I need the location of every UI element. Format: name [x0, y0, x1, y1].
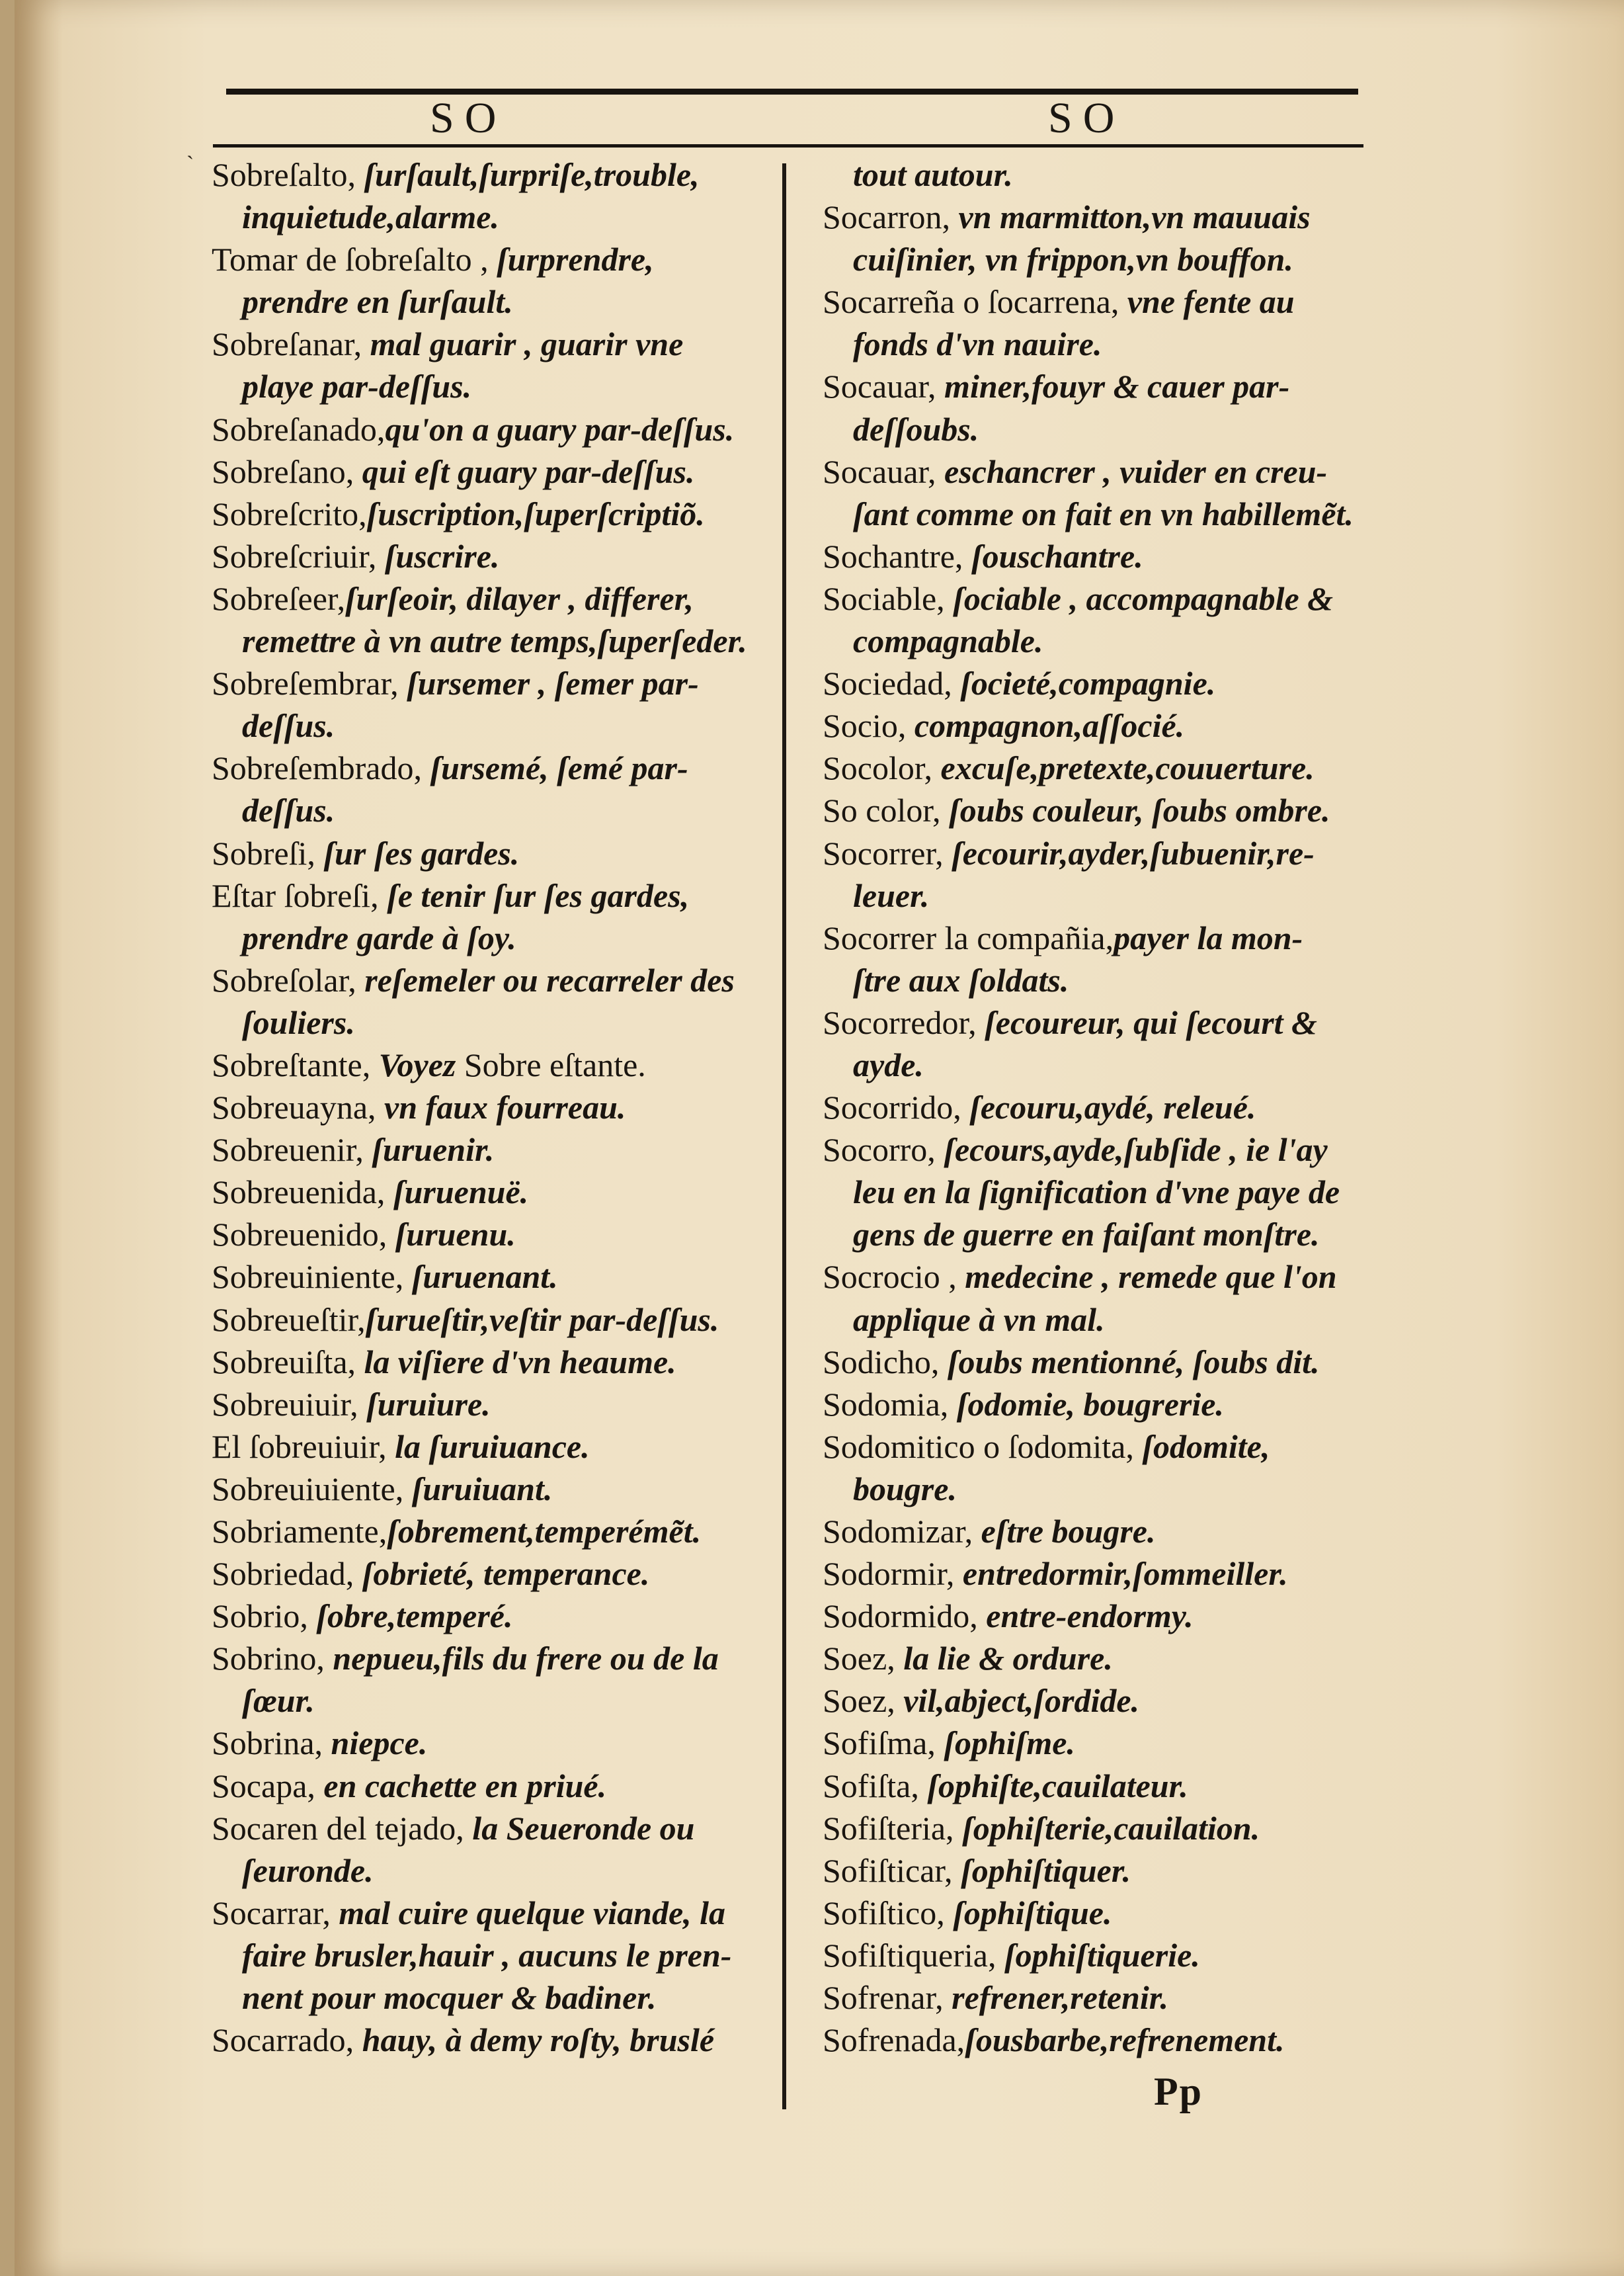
headword: Sobreſi,	[212, 834, 324, 872]
french-translation: ſousbarbe,refrenement.	[965, 2021, 1285, 2059]
dictionary-entry	[212, 323, 780, 365]
french-translation: hauy, à demy roſty, bruslé	[362, 2021, 715, 2059]
french-translation: ſursemer , ſemer par-	[407, 665, 699, 702]
dictionary-entry	[823, 789, 1390, 831]
headword: Sobreſtante,	[212, 1046, 379, 1083]
entry-continuation	[212, 789, 780, 831]
dictionary-entry	[823, 747, 1390, 789]
headword: Sodicho,	[823, 1343, 948, 1380]
french-translation: prendre en ſurſault.	[242, 283, 513, 321]
french-translation: vn faux fourreau.	[384, 1089, 626, 1126]
dictionary-entry	[823, 1383, 1390, 1425]
french-translation: miner,fouyr & cauer par-	[944, 368, 1290, 405]
dictionary-entry	[823, 1637, 1390, 1679]
dictionary-entry	[823, 2019, 1390, 2061]
headword: Sociable,	[823, 579, 954, 617]
dictionary-entry	[212, 1637, 780, 1679]
french-translation: ſobre,temperé.	[316, 1597, 513, 1635]
french-translation: ſecours,ayde,ſubſide , ie l'ay	[944, 1131, 1328, 1169]
french-translation: remettre à vn autre temps,ſuperſeder.	[242, 622, 747, 660]
headword: Sodomia,	[823, 1385, 957, 1423]
headword: Socorrer la compañia,	[823, 919, 1114, 956]
headword: Sobrina,	[212, 1724, 331, 1762]
dictionary-entry	[212, 1807, 780, 1849]
entry-continuation	[823, 408, 1390, 450]
headword: Sofiſtico,	[823, 1894, 954, 1931]
french-translation: vn marmitton,vn mauuais	[958, 198, 1311, 236]
french-translation: ſuruenant.	[411, 1258, 558, 1296]
dictionary-entry	[212, 153, 780, 196]
french-translation: ſophiſme.	[944, 1724, 1075, 1762]
french-translation: qui eſt guary par-deſſus.	[362, 452, 695, 490]
headword: Sobreuiuir,	[212, 1385, 367, 1423]
french-translation: faire brusler,hauir , aucuns le pren-	[242, 1936, 732, 1974]
french-translation: eschancrer , vuider en creu-	[944, 452, 1328, 490]
dictionary-entry	[823, 1552, 1390, 1595]
entry-continuation	[823, 874, 1390, 917]
dictionary-entry	[212, 959, 780, 1001]
margin-mark: `	[186, 152, 194, 177]
headword: Sobreuiniente,	[212, 1258, 412, 1296]
french-translation: mal guarir , guarir vne	[370, 325, 684, 363]
french-translation: compagnon,aſſocié.	[914, 707, 1185, 745]
headword: Sobrio,	[212, 1597, 317, 1635]
french-translation: ſuruiure.	[366, 1385, 491, 1423]
headword: Sofiſtiqueria,	[823, 1936, 1004, 1974]
entry-continuation	[212, 620, 780, 662]
french-translation: gens de guerre en faiſant monſtre.	[853, 1216, 1320, 1253]
french-translation: ſur ſes gardes.	[323, 834, 520, 872]
french-translation: ſuscription,ſuperſcriptiõ.	[366, 495, 705, 532]
headword: Sobreſano,	[212, 452, 362, 490]
french-translation: la viſiere d'vn heaume.	[364, 1343, 676, 1380]
headword: Socarron,	[823, 198, 959, 236]
dictionary-entry	[212, 1468, 780, 1510]
running-head-right: SO	[1048, 94, 1125, 142]
dictionary-entry	[212, 1510, 780, 1552]
signature-mark: Pp	[1154, 2070, 1203, 2113]
headword: Socapa,	[212, 1767, 324, 1804]
dictionary-entry	[212, 1595, 780, 1637]
headword: Socarreña o ſocarrena,	[823, 283, 1127, 321]
french-translation: fonds d'vn nauire.	[853, 325, 1102, 363]
dictionary-entry	[212, 1341, 780, 1383]
dictionary-entry	[212, 577, 780, 620]
headword: Sociedad,	[823, 665, 961, 702]
headword: Sofiſticar,	[823, 1851, 961, 1889]
french-translation: ſecoureur, qui ſecourt &	[985, 1003, 1317, 1041]
entry-continuation	[823, 1298, 1390, 1341]
header-rule-bottom	[213, 144, 1363, 148]
dictionary-entry	[823, 535, 1390, 577]
headword: Socrocio ,	[823, 1258, 965, 1296]
headword: Sofrenar,	[823, 1979, 952, 2017]
french-translation: qu'on a guary par-deſſus.	[385, 410, 735, 448]
french-translation: ſe tenir ſur ſes gardes,	[387, 876, 690, 914]
left-column	[212, 153, 780, 2061]
headword: Sobreſalto,	[212, 156, 364, 193]
french-translation: compagnable.	[853, 622, 1043, 660]
entry-continuation	[212, 1001, 780, 1044]
headword: So color,	[823, 792, 950, 829]
headword: Sobriamente,	[212, 1513, 387, 1550]
french-translation: vne fente au	[1127, 283, 1295, 321]
french-translation: cuiſinier, vn frippon,vn bouffon.	[853, 241, 1293, 278]
entry-continuation	[212, 704, 780, 747]
headword: Socorro,	[823, 1131, 944, 1169]
french-translation: ſeuronde.	[242, 1851, 374, 1889]
french-translation: prendre garde à ſoy.	[242, 919, 516, 956]
french-translation: ſurſeoir, dilayer , differer,	[345, 579, 694, 617]
french-translation: ſophiſte,cauilateur.	[927, 1767, 1188, 1804]
dictionary-entry	[823, 1086, 1390, 1128]
dictionary-entry	[212, 2019, 780, 2061]
headword: Sobreſembrado,	[212, 749, 430, 787]
dictionary-entry	[212, 450, 780, 493]
french-translation: ſophiſterie,cauilation.	[962, 1809, 1260, 1847]
dictionary-entry	[823, 1722, 1390, 1764]
headword: Socauar,	[823, 368, 945, 405]
french-translation: nent pour mocquer & badiner.	[242, 1979, 657, 2017]
dictionary-entry	[212, 832, 780, 874]
french-translation: nepueu,fils du frere ou de la	[333, 1640, 719, 1677]
dictionary-entry	[823, 1595, 1390, 1637]
dictionary-entry	[823, 1849, 1390, 1892]
dictionary-entry	[823, 1807, 1390, 1849]
entry-continuation	[823, 323, 1390, 365]
dictionary-entry	[212, 1128, 780, 1171]
french-translation: excuſe,pretexte,couuerture.	[940, 749, 1315, 787]
headword: Sobreſanado,	[212, 410, 386, 448]
french-translation: deſſus.	[242, 707, 335, 745]
entry-continuation	[823, 1171, 1390, 1213]
french-translation: entredormir,ſommeiller.	[962, 1555, 1288, 1593]
entry-continuation	[823, 238, 1390, 280]
entry-continuation	[823, 1468, 1390, 1510]
dictionary-entry	[823, 662, 1390, 704]
headword: Sobreuenir,	[212, 1131, 372, 1169]
dictionary-entry	[823, 1001, 1390, 1044]
french-translation: ſtre aux ſoldats.	[853, 961, 1069, 999]
dictionary-entry	[823, 577, 1390, 620]
entry-continuation	[823, 1213, 1390, 1255]
headword: Sofiſma,	[823, 1724, 944, 1762]
french-translation: applique à vn mal.	[853, 1300, 1105, 1338]
dictionary-entry	[823, 1128, 1390, 1171]
headword: Sobreſolar,	[212, 961, 365, 999]
headword: Sodomitico o ſodomita,	[823, 1427, 1143, 1465]
headword: Sofrenada,	[823, 2021, 965, 2059]
dictionary-entry	[212, 1552, 780, 1595]
headword: Socaren del tejado,	[212, 1809, 473, 1847]
headword: Soez,	[823, 1640, 904, 1677]
french-translation: deſſus.	[242, 792, 335, 829]
dictionary-entry	[212, 1722, 780, 1764]
entry-continuation	[212, 917, 780, 959]
headword: Soez,	[823, 1682, 904, 1720]
dictionary-entry	[212, 238, 780, 280]
french-translation: ſociable , accompagnable &	[953, 579, 1334, 617]
french-translation: la ſuruiuance.	[395, 1427, 590, 1465]
dictionary-entry	[823, 917, 1390, 959]
headword: Socarrar,	[212, 1894, 339, 1931]
dictionary-entry	[212, 874, 780, 917]
french-translation: la Seueronde ou	[472, 1809, 695, 1847]
french-translation: ſoubs couleur, ſoubs ombre.	[949, 792, 1330, 829]
french-translation: ſoubs mentionné, ſoubs dit.	[947, 1343, 1320, 1380]
headword: Sobreſcrito,	[212, 495, 367, 532]
dictionary-entry	[823, 1679, 1390, 1722]
dictionary-entry	[823, 832, 1390, 874]
headword: Sobreuenida,	[212, 1173, 393, 1211]
entry-continuation	[823, 959, 1390, 1001]
headword: Socio,	[823, 707, 914, 745]
headword: El ſobreuiuir,	[212, 1427, 395, 1465]
dictionary-entry	[212, 1086, 780, 1128]
french-translation: ſuruiuant.	[411, 1470, 553, 1507]
headword: Socolor,	[823, 749, 941, 787]
french-translation: ſouschantre.	[971, 537, 1143, 575]
french-translation: ſecouru,aydé, releué.	[969, 1089, 1256, 1126]
french-translation: ſophiſtique.	[953, 1894, 1112, 1931]
headword: Tomar de ſobreſalto ,	[212, 241, 497, 278]
french-translation: vil,abject,ſordide.	[903, 1682, 1140, 1720]
french-translation: inquietude,alarme.	[242, 198, 499, 236]
dictionary-entry	[823, 1341, 1390, 1383]
dictionary-entry	[212, 1892, 780, 1934]
dictionary-entry	[823, 1765, 1390, 1807]
headword: Sobreuiſta,	[212, 1343, 364, 1380]
headword: Sobreueſtir,	[212, 1300, 366, 1338]
french-translation: ſouliers.	[242, 1003, 355, 1041]
dictionary-entry	[823, 1934, 1390, 1976]
dictionary-entry	[823, 280, 1390, 323]
headword: Sobriedad,	[212, 1555, 362, 1593]
headword: Socorredor,	[823, 1003, 985, 1041]
headword: Socauar,	[823, 452, 945, 490]
headword: Socarrado,	[212, 2021, 362, 2059]
french-translation: reſemeler ou recarreler des	[364, 961, 735, 999]
french-translation: bougre.	[853, 1470, 957, 1507]
french-translation: ſophiſtiquer.	[961, 1851, 1131, 1889]
french-translation: ſursemé, ſemé par-	[430, 749, 688, 787]
french-translation: tout autour.	[853, 156, 1013, 193]
entry-continuation	[823, 493, 1390, 535]
dictionary-entry	[212, 1765, 780, 1807]
french-translation: ſuruenu.	[395, 1216, 516, 1253]
dictionary-entry	[212, 408, 780, 450]
entry-continuation	[212, 1679, 780, 1722]
french-translation: deſſoubs.	[853, 410, 979, 448]
french-translation: eſtre bougre.	[981, 1513, 1156, 1550]
dictionary-entry	[212, 747, 780, 789]
dictionary-entry	[823, 1255, 1390, 1298]
entry-continuation	[212, 196, 780, 238]
french-translation: Voyez	[378, 1046, 456, 1083]
dictionary-entry	[823, 450, 1390, 493]
headword: Sobreſeer,	[212, 579, 346, 617]
headword: Sobreuiuiente,	[212, 1470, 412, 1507]
dictionary-entry	[823, 1510, 1390, 1552]
dictionary-entry	[823, 1976, 1390, 2019]
headword: Sodomizar,	[823, 1513, 981, 1550]
french-translation: leuer.	[853, 876, 930, 914]
french-translation: ſant comme on fait en vn habillemẽt.	[853, 495, 1354, 532]
french-translation: ayde.	[853, 1046, 924, 1083]
dictionary-entry	[212, 535, 780, 577]
headword: Sobreſembrar,	[212, 665, 407, 702]
entry-continuation	[212, 280, 780, 323]
french-translation: ſocieté,compagnie.	[960, 665, 1216, 702]
headword: Sofiſta,	[823, 1767, 928, 1804]
headword: Sodormir,	[823, 1555, 963, 1593]
headword: Sobrino,	[212, 1640, 333, 1677]
french-translation: medecine , remede que l'on	[965, 1258, 1337, 1296]
french-translation: niepce.	[331, 1724, 428, 1762]
entry-continuation	[823, 1044, 1390, 1086]
dictionary-entry	[212, 1255, 780, 1298]
french-translation: ſophiſtiquerie.	[1004, 1936, 1200, 1974]
dictionary-entry	[823, 365, 1390, 407]
entry-continuation	[212, 365, 780, 407]
french-translation: en cachette en priué.	[323, 1767, 607, 1804]
french-translation: mal cuire quelque viande, la	[339, 1894, 726, 1931]
french-translation: ſobrement,temperémẽt.	[387, 1513, 702, 1550]
entry-continuation	[212, 1849, 780, 1892]
header-rule-top	[226, 89, 1358, 95]
french-translation: leu en la ſignification d'vne paye de	[853, 1173, 1340, 1211]
dictionary-entry	[823, 1425, 1390, 1468]
dictionary-entry	[212, 1213, 780, 1255]
headword: Sofiſteria,	[823, 1809, 963, 1847]
headword: Socorrer,	[823, 834, 952, 872]
french-translation: la lie & ordure.	[903, 1640, 1113, 1677]
headword: Sobreuayna,	[212, 1089, 385, 1126]
right-column	[823, 153, 1390, 2061]
french-translation: ſuruenir.	[372, 1131, 495, 1169]
french-translation: ſœur.	[242, 1682, 315, 1720]
headword: Sodormido,	[823, 1597, 987, 1635]
french-translation: payer la mon-	[1114, 919, 1303, 956]
dictionary-entry	[212, 1044, 780, 1086]
entry-continuation	[823, 153, 1390, 196]
dictionary-entry	[212, 1383, 780, 1425]
french-translation: ſodomite,	[1142, 1427, 1270, 1465]
headword: Sobreuenido,	[212, 1216, 395, 1253]
cross-reference: Sobre eſtante.	[456, 1046, 646, 1083]
french-translation: ſurſault,ſurpriſe,trouble,	[364, 156, 700, 193]
french-translation: refrener,retenir.	[952, 1979, 1168, 2017]
headword: Sobreſanar,	[212, 325, 370, 363]
french-translation: ſuscrire.	[384, 537, 500, 575]
dictionary-entry	[212, 1425, 780, 1468]
french-translation: playe par-deſſus.	[242, 368, 472, 405]
headword: Socorrido,	[823, 1089, 970, 1126]
headword: Sobreſcriuir,	[212, 537, 385, 575]
french-translation: ſurueſtir,veſtir par-deſſus.	[365, 1300, 719, 1338]
french-translation: entre-endormy.	[986, 1597, 1194, 1635]
running-head-left: SO	[430, 94, 507, 142]
headword: Sochantre,	[823, 537, 971, 575]
entry-continuation	[212, 1976, 780, 2019]
entry-continuation	[212, 1934, 780, 1976]
headword: Eſtar ſobreſi,	[212, 876, 387, 914]
dictionary-entry	[823, 704, 1390, 747]
french-translation: ſodomie, bougrerie.	[956, 1385, 1224, 1423]
dictionary-entry	[212, 1171, 780, 1213]
dictionary-entry	[212, 493, 780, 535]
french-translation: ſurprendre,	[497, 241, 654, 278]
french-translation: ſobrieté, temperance.	[362, 1555, 650, 1593]
entry-continuation	[823, 620, 1390, 662]
dictionary-entry	[823, 196, 1390, 238]
french-translation: ſecourir,ayder,ſubuenir,re-	[952, 834, 1315, 872]
column-divider	[782, 163, 786, 2109]
dictionary-entry	[212, 662, 780, 704]
dictionary-entry	[823, 1892, 1390, 1934]
dictionary-entry	[212, 1298, 780, 1341]
french-translation: ſuruenuë.	[393, 1173, 529, 1211]
